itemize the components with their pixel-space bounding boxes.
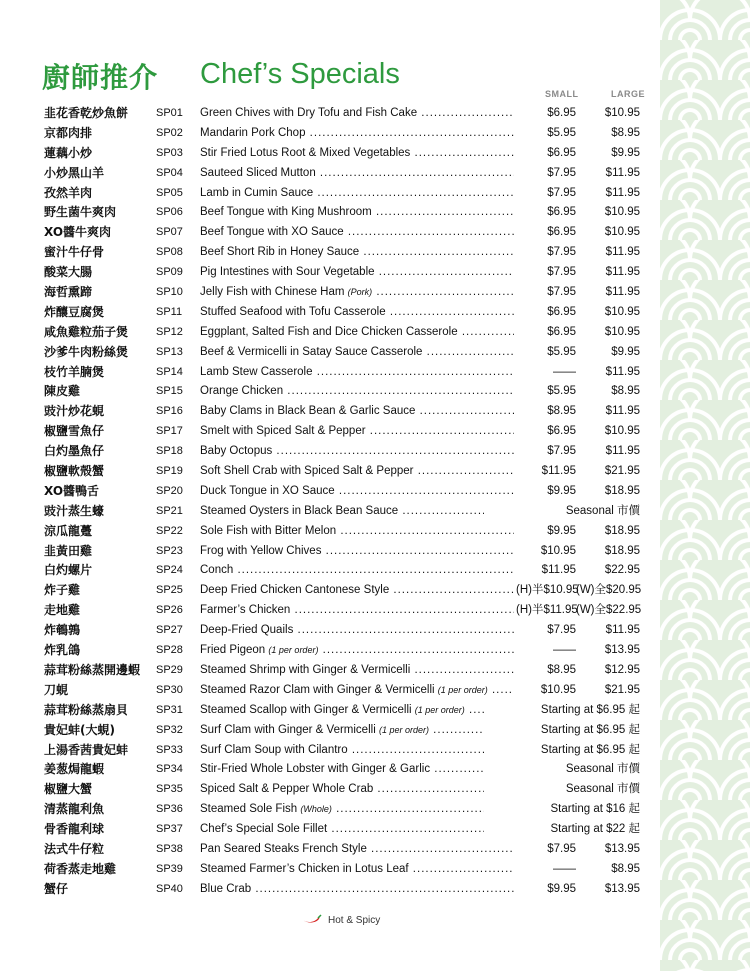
price-small: $6.95 bbox=[514, 303, 576, 323]
price-small: $6.95 bbox=[514, 104, 576, 124]
price-large: $11.95 bbox=[605, 445, 640, 458]
price-large: Starting at $16 起 bbox=[484, 800, 640, 820]
menu-item bbox=[44, 721, 644, 741]
item-name-chinese: 咸魚雞粒茄子煲 bbox=[44, 324, 129, 339]
item-description-text: Steamed Oysters in Black Bean Sauce bbox=[200, 504, 399, 517]
item-code: SP19 bbox=[156, 465, 183, 478]
item-code: SP24 bbox=[156, 564, 183, 577]
item-code: SP27 bbox=[156, 624, 183, 637]
menu-list bbox=[44, 104, 644, 900]
menu-item bbox=[44, 840, 644, 860]
item-name-chinese: 炸子雞 bbox=[44, 583, 81, 598]
page-title-chinese: 廚師推介 bbox=[42, 61, 159, 94]
item-name-chinese: 京都肉排 bbox=[44, 125, 93, 140]
menu-item bbox=[44, 422, 644, 442]
item-code: SP03 bbox=[156, 146, 183, 159]
price-small: $8.95 bbox=[514, 402, 576, 422]
price-large: (W)全$20.95 bbox=[576, 584, 642, 597]
menu-item bbox=[44, 482, 644, 502]
item-note: (1 per order) bbox=[437, 684, 488, 695]
price-small: $6.95 bbox=[514, 422, 576, 442]
price-small: $8.95 bbox=[514, 661, 576, 681]
price-small: $10.95 bbox=[514, 542, 576, 562]
item-code: SP01 bbox=[156, 107, 183, 119]
item-name-chinese: 韭黃田雞 bbox=[44, 543, 93, 558]
menu-item bbox=[44, 363, 644, 383]
item-description-text: Steamed Scallop with Ginger & Vermicelli bbox=[200, 703, 412, 716]
item-description-text: Sole Fish with Bitter Melon bbox=[200, 524, 337, 537]
item-code: SP14 bbox=[156, 365, 183, 378]
item-description-text: Steamed Sole Fish bbox=[200, 803, 298, 816]
item-code: SP05 bbox=[156, 186, 183, 199]
item-code: SP04 bbox=[156, 166, 183, 179]
item-name-chinese: 炸釀豆腐煲 bbox=[44, 304, 105, 319]
menu-item bbox=[44, 641, 644, 661]
item-description-text: Sauteed Sliced Mutton bbox=[200, 166, 316, 179]
menu-item bbox=[44, 621, 644, 641]
price-large: $8.95 bbox=[611, 862, 640, 875]
item-code: SP38 bbox=[156, 842, 183, 855]
menu-item bbox=[44, 203, 644, 223]
item-note: (1 per order) bbox=[268, 645, 319, 656]
menu-item bbox=[44, 780, 644, 800]
price-large: (W)全$22.95 bbox=[576, 604, 642, 617]
price-small: $6.95 bbox=[514, 223, 576, 243]
item-code: SP30 bbox=[156, 683, 183, 696]
item-description-text: Green Chives with Dry Tofu and Fish Cake bbox=[200, 107, 418, 119]
price-small: (H)半$11.95 bbox=[514, 601, 576, 621]
price-large: $18.95 bbox=[604, 524, 640, 537]
menu-item bbox=[44, 800, 644, 820]
item-name-chinese: 白灼墨魚仔 bbox=[44, 444, 105, 459]
price-large: $8.95 bbox=[611, 126, 640, 139]
menu-item bbox=[44, 263, 644, 283]
item-description-text: Stir-Fried Whole Lobster with Ginger & Garlic bbox=[200, 763, 431, 776]
item-description-text: Beef Short Rib in Honey Sauce bbox=[200, 246, 360, 259]
price-large: $11.95 bbox=[605, 166, 640, 179]
price-large: $10.95 bbox=[604, 107, 640, 119]
price-small: $6.95 bbox=[514, 203, 576, 223]
item-note: (Whole) bbox=[300, 804, 332, 815]
price-large: $11.95 bbox=[605, 365, 640, 378]
item-description-text: Smelt with Spiced Salt & Pepper bbox=[200, 425, 366, 438]
menu-item bbox=[44, 661, 644, 681]
item-code: SP34 bbox=[156, 763, 183, 776]
item-code: SP20 bbox=[156, 484, 183, 497]
price-large: Starting at $22 起 bbox=[484, 820, 640, 840]
item-code: SP33 bbox=[156, 743, 183, 756]
item-code: SP35 bbox=[156, 783, 183, 796]
item-name-chinese: 姜葱焗龍蝦 bbox=[44, 762, 105, 777]
price-large: Seasonal 市價 bbox=[484, 502, 640, 522]
price-small: $6.95 bbox=[514, 144, 576, 164]
price-large: $13.95 bbox=[604, 644, 640, 657]
item-note: (1 per order) bbox=[378, 724, 429, 735]
price-small: $11.95 bbox=[514, 561, 576, 581]
column-header-large: LARGE bbox=[611, 89, 645, 99]
price-small: $7.95 bbox=[514, 243, 576, 263]
item-name-chinese: 炸乳鴿 bbox=[44, 643, 81, 658]
item-code: SP07 bbox=[156, 226, 183, 239]
item-name-chinese: XO醬牛爽肉 bbox=[44, 225, 112, 240]
price-small: $5.95 bbox=[514, 382, 576, 402]
price-large: $10.95 bbox=[604, 226, 640, 239]
item-name-chinese: 椒鹽軟殼蟹 bbox=[44, 464, 105, 479]
item-description-text: Blue Crab bbox=[200, 882, 252, 895]
price-small: $7.95 bbox=[514, 621, 576, 641]
price-large: $11.95 bbox=[605, 266, 640, 279]
price-small: $7.95 bbox=[514, 442, 576, 462]
price-large: $11.95 bbox=[605, 624, 640, 637]
item-code: SP28 bbox=[156, 644, 183, 657]
price-small: $11.95 bbox=[514, 462, 576, 482]
item-code: SP36 bbox=[156, 803, 183, 816]
price-large: $11.95 bbox=[605, 246, 640, 259]
item-description-text: Lamb Stew Casserole bbox=[200, 365, 313, 378]
item-name-chinese: 骨香龍利球 bbox=[44, 822, 105, 837]
item-name-chinese: 小炒黑山羊 bbox=[44, 165, 105, 180]
item-name-chinese: 清蒸龍利魚 bbox=[44, 802, 105, 817]
menu-item bbox=[44, 860, 644, 880]
item-description-text: Spiced Salt & Pepper Whole Crab bbox=[200, 783, 374, 796]
menu-item bbox=[44, 820, 644, 840]
item-code: SP11 bbox=[156, 305, 183, 318]
item-code: SP23 bbox=[156, 544, 183, 557]
price-large: Seasonal 市價 bbox=[484, 780, 640, 800]
price-small: $7.95 bbox=[514, 164, 576, 184]
item-name-chinese: 炸鵪鶉 bbox=[44, 623, 81, 638]
price-small: $9.95 bbox=[514, 482, 576, 502]
item-description-text: Chef’s Special Sole Fillet bbox=[200, 823, 328, 836]
item-name-chinese: 陳皮雞 bbox=[44, 384, 81, 399]
price-large: Seasonal 市價 bbox=[484, 760, 640, 780]
item-code: SP17 bbox=[156, 425, 183, 438]
item-name-chinese: 豉汁炒花蜆 bbox=[44, 404, 105, 419]
item-code: SP40 bbox=[156, 882, 183, 895]
item-name-chinese: 椒鹽雪魚仔 bbox=[44, 424, 105, 439]
price-small: $9.95 bbox=[514, 522, 576, 542]
item-description-text: Surf Clam Soup with Cilantro bbox=[200, 743, 348, 756]
item-description-text: Steamed Shrimp with Ginger & Vermicelli bbox=[200, 663, 411, 676]
item-description-text: Fried Pigeon bbox=[200, 644, 266, 657]
menu-item bbox=[44, 184, 644, 204]
menu-item bbox=[44, 581, 644, 601]
menu-item bbox=[44, 144, 644, 164]
menu-item bbox=[44, 880, 644, 900]
price-large: $9.95 bbox=[611, 345, 640, 358]
item-description-text: Beef Tongue with XO Sauce bbox=[200, 226, 344, 239]
item-name-chinese: 法式牛仔粒 bbox=[44, 841, 105, 856]
item-name-chinese: 上湯香茜貴妃蚌 bbox=[44, 742, 129, 757]
menu-item bbox=[44, 283, 644, 303]
price-large: Starting at $6.95 起 bbox=[484, 721, 640, 741]
item-description-text: Orange Chicken bbox=[200, 385, 284, 398]
chili-pepper-icon bbox=[302, 914, 322, 927]
item-code: SP10 bbox=[156, 286, 183, 299]
menu-item bbox=[44, 223, 644, 243]
item-code: SP21 bbox=[156, 504, 183, 517]
price-large: $11.95 bbox=[605, 286, 640, 299]
price-large: $8.95 bbox=[611, 385, 640, 398]
item-description-text: Steamed Razor Clam with Ginger & Vermicelli bbox=[200, 683, 435, 696]
price-small: —— bbox=[514, 363, 576, 383]
item-description-text: Eggplant, Salted Fish and Dice Chicken Casserole bbox=[200, 325, 458, 338]
menu-item bbox=[44, 243, 644, 263]
price-large: $11.95 bbox=[605, 405, 640, 418]
item-note: (1 per order) bbox=[414, 704, 465, 715]
item-note: (Pork) bbox=[347, 287, 373, 298]
page-title-english: Chef’s Specials bbox=[200, 58, 400, 90]
menu-item bbox=[44, 343, 644, 363]
price-large: $13.95 bbox=[604, 842, 640, 855]
item-description-text: Jelly Fish with Chinese Ham bbox=[200, 286, 345, 299]
menu-item bbox=[44, 701, 644, 721]
item-name-chinese: 野生菌牛爽肉 bbox=[44, 205, 117, 220]
menu-item bbox=[44, 462, 644, 482]
price-large: $13.95 bbox=[604, 882, 640, 895]
menu-item bbox=[44, 303, 644, 323]
item-name-chinese: 椒鹽大蟹 bbox=[44, 782, 93, 797]
item-description-text: Lamb in Cumin Sauce bbox=[200, 186, 314, 199]
spicy-legend-label: Hot & Spicy bbox=[328, 915, 381, 927]
price-small: (H)半$10.95 bbox=[514, 581, 576, 601]
menu-item bbox=[44, 104, 644, 124]
menu-item bbox=[44, 164, 644, 184]
price-large: $21.95 bbox=[604, 683, 640, 696]
item-code: SP13 bbox=[156, 345, 183, 358]
price-large: $18.95 bbox=[604, 484, 640, 497]
price-small: $7.95 bbox=[514, 283, 576, 303]
item-code: SP32 bbox=[156, 723, 183, 736]
menu-item bbox=[44, 382, 644, 402]
item-description-text: Steamed Farmer’s Chicken in Lotus Leaf bbox=[200, 862, 409, 875]
price-large: $10.95 bbox=[604, 325, 640, 338]
price-large: $18.95 bbox=[604, 544, 640, 557]
item-description-text: Beef Tongue with King Mushroom bbox=[200, 206, 372, 219]
item-description-text: Deep-Fried Quails bbox=[200, 624, 294, 637]
price-large: $10.95 bbox=[604, 305, 640, 318]
item-name-chinese: XO醬鴨舌 bbox=[44, 483, 100, 498]
item-description-text: Baby Octopus bbox=[200, 445, 273, 458]
spicy-legend bbox=[302, 914, 380, 927]
price-small: $7.95 bbox=[514, 184, 576, 204]
item-code: SP15 bbox=[156, 385, 183, 398]
item-name-chinese: 海哲熏蹄 bbox=[44, 285, 93, 300]
menu-item bbox=[44, 323, 644, 343]
item-description-text: Conch bbox=[200, 564, 234, 577]
item-description-text: Baby Clams in Black Bean & Garlic Sauce bbox=[200, 405, 416, 418]
item-code: SP25 bbox=[156, 584, 183, 597]
menu-item bbox=[44, 561, 644, 581]
item-description-text: Stuffed Seafood with Tofu Casserole bbox=[200, 305, 386, 318]
price-small: $10.95 bbox=[514, 681, 576, 701]
item-description-text: Pan Seared Steaks French Style bbox=[200, 842, 367, 855]
item-code: SP22 bbox=[156, 524, 183, 537]
price-large: $10.95 bbox=[604, 206, 640, 219]
item-name-chinese: 孜然羊肉 bbox=[44, 185, 93, 200]
column-header-small: SMALL bbox=[545, 89, 579, 99]
menu-item bbox=[44, 124, 644, 144]
item-code: SP18 bbox=[156, 445, 183, 458]
decorative-wave-pattern bbox=[660, 0, 750, 971]
price-large: $9.95 bbox=[611, 146, 640, 159]
menu-item bbox=[44, 442, 644, 462]
menu-item bbox=[44, 760, 644, 780]
item-code: SP09 bbox=[156, 266, 183, 279]
item-name-chinese: 荷香蒸走地雞 bbox=[44, 861, 117, 876]
item-description-text: Stir Fried Lotus Root & Mixed Vegetables bbox=[200, 146, 411, 159]
item-code: SP16 bbox=[156, 405, 183, 418]
item-name-chinese: 枝竹羊腩煲 bbox=[44, 364, 105, 379]
wave-pattern-graphic bbox=[660, 0, 750, 971]
price-large: $11.95 bbox=[605, 186, 640, 199]
item-name-chinese: 蒜茸粉絲蒸開邊蝦 bbox=[44, 662, 141, 677]
item-description-text: Surf Clam with Ginger & Vermicelli bbox=[200, 723, 376, 736]
item-description-text: Beef & Vermicelli in Satay Sauce Casserole bbox=[200, 345, 423, 358]
item-name-chinese: 蒜茸粉絲蒸扇貝 bbox=[44, 702, 129, 717]
item-description-text: Soft Shell Crab with Spiced Salt & Pepper bbox=[200, 465, 414, 478]
menu-item bbox=[44, 522, 644, 542]
menu-item bbox=[44, 601, 644, 621]
item-description-text: Deep Fried Chicken Cantonese Style bbox=[200, 584, 390, 597]
price-small: $5.95 bbox=[514, 343, 576, 363]
price-small: $9.95 bbox=[514, 880, 576, 900]
item-name-chinese: 刀蜆 bbox=[44, 682, 69, 697]
item-description-text: Mandarin Pork Chop bbox=[200, 126, 306, 139]
price-small: —— bbox=[514, 860, 576, 880]
item-name-chinese: 白灼螺片 bbox=[44, 563, 93, 578]
item-name-chinese: 蟹仔 bbox=[44, 881, 69, 896]
price-large: $21.95 bbox=[604, 465, 640, 478]
item-name-chinese: 沙爹牛肉粉絲煲 bbox=[44, 344, 129, 359]
item-name-chinese: 酸菜大腸 bbox=[44, 265, 93, 280]
item-code: SP26 bbox=[156, 604, 183, 617]
price-small: $6.95 bbox=[514, 323, 576, 343]
item-description-text: Pig Intestines with Sour Vegetable bbox=[200, 266, 375, 279]
item-description-text: Frog with Yellow Chives bbox=[200, 544, 322, 557]
item-code: SP31 bbox=[156, 703, 183, 716]
item-description-text: Farmer’s Chicken bbox=[200, 604, 291, 617]
menu-item bbox=[44, 402, 644, 422]
price-small: $7.95 bbox=[514, 840, 576, 860]
menu-item bbox=[44, 502, 644, 522]
price-small: $5.95 bbox=[514, 124, 576, 144]
item-code: SP37 bbox=[156, 823, 183, 836]
item-name-chinese: 蜜汁牛仔骨 bbox=[44, 245, 105, 260]
item-name-chinese: 蓮藕小炒 bbox=[44, 145, 93, 160]
item-name-chinese: 貴妃蚌(大蜆) bbox=[44, 722, 115, 737]
price-large: $12.95 bbox=[604, 663, 640, 676]
price-large: Starting at $6.95 起 bbox=[484, 701, 640, 721]
item-name-chinese: 豉汁蒸生蠔 bbox=[44, 503, 105, 518]
price-small: —— bbox=[514, 641, 576, 661]
item-code: SP39 bbox=[156, 862, 183, 875]
item-code: SP06 bbox=[156, 206, 183, 219]
price-small: $7.95 bbox=[514, 263, 576, 283]
price-large: Starting at $6.95 起 bbox=[484, 741, 640, 761]
item-code: SP08 bbox=[156, 246, 183, 259]
item-code: SP12 bbox=[156, 325, 183, 338]
menu-item bbox=[44, 542, 644, 562]
menu-item bbox=[44, 741, 644, 761]
item-name-chinese: 走地雞 bbox=[44, 603, 81, 618]
item-description-text: Duck Tongue in XO Sauce bbox=[200, 484, 335, 497]
item-code: SP02 bbox=[156, 126, 183, 139]
menu-item bbox=[44, 681, 644, 701]
item-name-chinese: 涼瓜龍躉 bbox=[44, 523, 93, 538]
price-large: $22.95 bbox=[604, 564, 640, 577]
item-name-chinese: 韭花香乾炒魚餅 bbox=[44, 106, 129, 120]
item-code: SP29 bbox=[156, 663, 183, 676]
price-large: $10.95 bbox=[604, 425, 640, 438]
